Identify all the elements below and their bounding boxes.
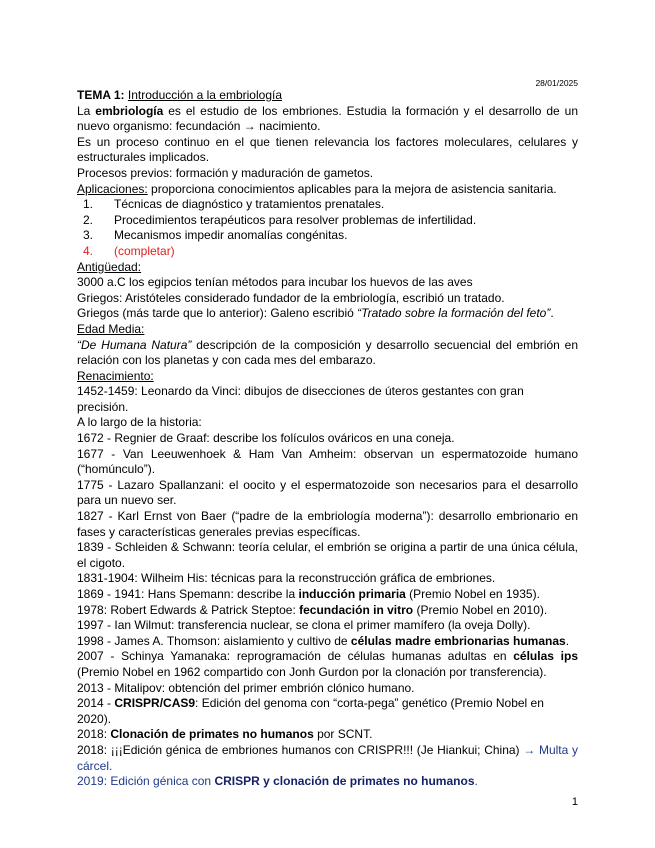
history-item: 2019: Edición génica con CRISPR y clonación de primates no humanos. (77, 774, 478, 789)
list-item: 2. Procedimientos terapéuticos para resolver problemas de infertilidad. (82, 212, 477, 227)
history-item: 2018: Clonación de primates no humanos por SCNT. (77, 727, 373, 742)
history-item: A lo largo de la historia: (77, 415, 202, 430)
applications-list (77, 197, 578, 259)
history-item: 2018: ¡¡¡Edición génica de embriones humanos con CRISPR!!! (Je Hiankui; China) → Multa y cárcel. (77, 742, 578, 773)
history-item: 1775 - Lazaro Spallanzani: el oocito y el espermatozoide son necesarios para el desarrollo para un nuevo ser. (77, 477, 578, 508)
renaissance-heading: Renacimiento: (77, 368, 154, 383)
list-item-completar: 4. (completar) (82, 243, 175, 258)
history-item: 1827 - Karl Ernst von Baer (“padre de la embriología moderna”): desarrollo embrionario en fases y características generales previas específicas. (77, 509, 578, 539)
history-item: 1978: Robert Edwards & Patrick Steptoe: fecundación in vitro (Premio Nobel en 2010). (77, 602, 548, 617)
document-body (77, 88, 578, 790)
history-item: 1452-1459: Leonardo da Vinci: dibujos de disecciones de úteros gestantes con gran precisión. (77, 384, 524, 414)
document-date: 28/01/2025 (535, 78, 578, 88)
list-item: 1. Técnicas de diagnóstico y tratamientos prenatales. (82, 197, 385, 212)
history-item: 2007 - Schinya Yamanaka: reprogramación de células humanas adultas en células ips (Premio Nobel en 1962 compartido con Jonh Gurdon por la clonación por transferencia). (77, 649, 578, 679)
history-item: 2013 - Mitalipov: obtención del primer embrión clónico humano. (77, 680, 415, 695)
history-item: 1997 - Ian Wilmut: transferencia nuclear, se clona el primer mamífero (la oveja Dolly). (77, 618, 531, 633)
history-item: 1677 - Van Leeuwenhoek & Ham Van Amheim: observan un espermatozoide humano (“homúnculo”). (77, 446, 578, 477)
list-item: 3. Mecanismos impedir anomalías congénitas. (82, 228, 348, 243)
page-number: 1 (571, 796, 578, 808)
history-item: 1831-1904: Wilheim His: técnicas para la reconstrucción gráfica de embriones. (77, 571, 496, 586)
history-item: 1869 - 1941: Hans Spemann: describe la inducción primaria (Premio Nobel en 1935). (77, 587, 540, 601)
history-item: 1839 - Schleiden & Schwann: teoría celular, el embrión se origina a partir de una única célula, el cigoto. (77, 540, 578, 570)
middle-ages-heading: Edad Media: (77, 321, 145, 336)
page-title: TEMA 1: Introducción a la embriología (77, 88, 282, 102)
antiquity-line: Griegos: Aristóteles considerado fundador de la embriología, escribió un tratado. (77, 290, 505, 305)
history-item: 2014 - CRISPR/CAS9: Edición del genoma con “corta-pega” genético (Premio Nobel en 2020). (77, 696, 544, 726)
antiquity-heading: Antigüedad: (77, 259, 142, 274)
continuous-paragraph: Es un proceso continuo en el que tienen relevancia los factores moleculares, celulares y estructurales implicados. (77, 134, 578, 165)
middle-ages-paragraph: “De Humana Natura” descripción de la composición y desarrollo secuencial del embrión en relación con los planetas y con cada mes del embarazo. (77, 337, 578, 368)
intro-paragraph: La embriología es el estudio de los embriones. Estudia la formación y el desarrollo de un nuevo organismo: fecundación → nacimiento. (77, 103, 579, 134)
history-item: 1672 - Regnier de Graaf: describe los folículos ováricos en una coneja. (77, 431, 455, 446)
antiquity-line: 3000 a.C los egipcios tenían métodos para incubar los huevos de las aves (77, 275, 473, 290)
applications-paragraph: Aplicaciones: proporciona conocimientos aplicables para la mejora de asistencia sanitaria. (77, 181, 557, 196)
history-item: 1998 - James A. Thomson: aislamiento y cultivo de células madre embrionarias humanas. (77, 633, 570, 648)
previous-processes: Procesos previos: formación y maduración de gametos. (77, 165, 374, 180)
antiquity-line: Griegos (más tarde que lo anterior): Galeno escribió “Tratado sobre la formación del feto”. (77, 306, 554, 321)
